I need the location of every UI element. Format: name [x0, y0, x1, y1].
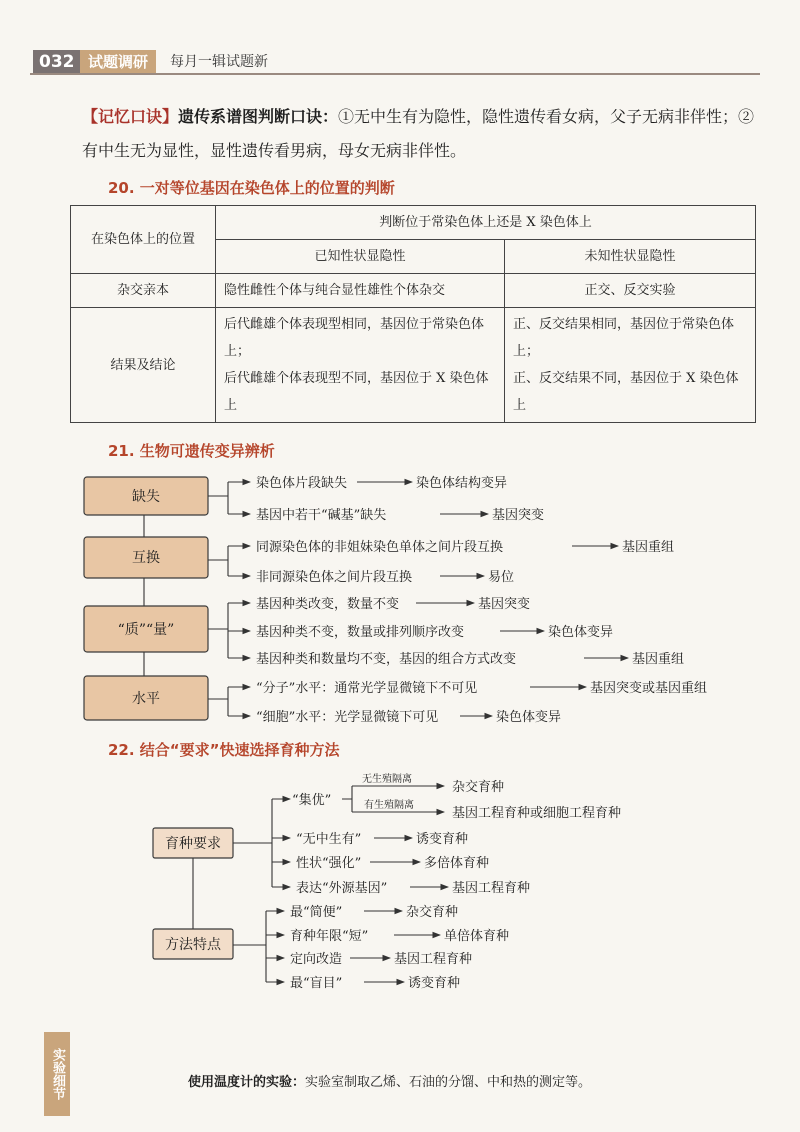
box-exchange-label: 互换 — [132, 550, 160, 566]
bracket — [208, 687, 228, 716]
box-breeding-requirement-label: 育种要求 — [165, 836, 221, 852]
row-header-results: 结果及结论 — [71, 308, 216, 423]
mnemonic-tag: 【记忆口诀】 — [82, 107, 179, 126]
footer-text: 实验室制取乙烯、石油的分馏、中和热的测定等。 — [305, 1075, 592, 1090]
bracket — [342, 786, 352, 812]
qq-a-result: 基因突变 — [478, 597, 531, 612]
cell-judge: 判断位于常染色体上还是 X 染色体上 — [216, 206, 756, 240]
feat-2-result: 单倍体育种 — [444, 929, 510, 944]
feat-4-text: 最“盲目” — [290, 976, 343, 991]
req-4-result: 基因工程育种 — [452, 881, 531, 896]
exchange-b-text: 非同源染色体之间片段互换 — [256, 570, 413, 585]
req-4-text: 表达“外源基因” — [296, 881, 388, 896]
footer-note — [188, 1071, 591, 1090]
feat-1-result: 杂交育种 — [406, 905, 459, 920]
level-a-result: 基因突变或基因重组 — [590, 681, 708, 696]
footer-label: 使用温度计的实验： — [188, 1075, 306, 1090]
feat-3-result: 基因工程育种 — [394, 952, 473, 967]
section-20-title: 20. 一对等位基因在染色体上的位置的判断 — [108, 179, 395, 197]
level-a-text: “分子”水平：通常光学显微镜下不可见 — [256, 681, 478, 696]
has-isolation-label: 有生殖隔离 — [364, 800, 414, 811]
qq-b-result: 染色体变异 — [548, 625, 614, 640]
exchange-a-result: 基因重组 — [622, 540, 675, 555]
section-21-title: 21. 生物可遗传变异辨析 — [108, 442, 275, 460]
result-unknown-1: 正、反交结果相同，基因位于常染色体上； — [513, 317, 735, 359]
level-b-result: 染色体变异 — [496, 710, 562, 725]
no-isolation-label: 无生殖隔离 — [362, 774, 412, 785]
section-tag: 试题调研 — [80, 50, 156, 74]
feat-2-text: 育种年限“短” — [290, 929, 369, 944]
result-unknown-2: 正、反交结果不同，基因位于 X 染色体上 — [513, 371, 739, 413]
result-known-1: 后代雌雄个体表现型相同，基因位于常染色体上； — [224, 317, 485, 359]
cell-unknown: 未知性状显隐性 — [505, 240, 756, 274]
bracket — [233, 911, 266, 982]
breeding-diagram — [153, 772, 621, 991]
section-22-title: 22. 结合“要求”快速选择育种方法 — [108, 741, 340, 759]
bracket — [208, 546, 228, 576]
feat-1-text: 最“简便” — [290, 905, 343, 920]
jiyou-text: “集优” — [292, 793, 332, 808]
cell-parents-unknown: 正交、反交实验 — [505, 274, 756, 308]
qq-c-result: 基因重组 — [632, 652, 685, 667]
row-header-position: 在染色体上的位置 — [71, 206, 216, 274]
cell-parents-known: 隐性雌性个体与纯合显性雄性个体杂交 — [216, 274, 505, 308]
exchange-b-result: 易位 — [488, 570, 515, 585]
req-2-result: 诱变育种 — [416, 832, 469, 847]
page-number: 032 — [33, 50, 81, 74]
qq-b-text: 基因种类不变，数量或排列顺序改变 — [256, 625, 465, 640]
deletion-b-result: 基因突变 — [492, 508, 545, 523]
deletion-b-text: 基因中若干“碱基”缺失 — [256, 508, 387, 523]
level-b-text: “细胞”水平：光学显微镜下可见 — [256, 710, 439, 725]
box-deletion-label: 缺失 — [132, 489, 160, 505]
feat-4-result: 诱变育种 — [408, 976, 461, 991]
box-level-label: 水平 — [132, 691, 160, 707]
row-header-parents: 杂交亲本 — [71, 274, 216, 308]
variation-diagram — [84, 475, 707, 725]
bracket — [208, 603, 228, 658]
qq-a-text: 基因种类改变，数量不变 — [256, 597, 400, 612]
bracket — [208, 482, 228, 514]
header-subtitle: 每月一辑试题新 — [170, 54, 268, 70]
side-tab: 实验细节 — [44, 1032, 70, 1116]
deletion-a-result: 染色体结构变异 — [416, 476, 508, 491]
deletion-a-text: 染色体片段缺失 — [256, 476, 348, 491]
jiyou-result-1: 杂交育种 — [452, 780, 505, 795]
bracket — [233, 799, 272, 887]
qq-c-text: 基因种类和数量均不变，基因的组合方式改变 — [256, 652, 517, 667]
exchange-a-text: 同源染色体的非姐妹染色单体之间片段互换 — [256, 540, 504, 555]
jiyou-result-2: 基因工程育种或细胞工程育种 — [452, 806, 622, 821]
feat-3-text: 定向改造 — [290, 952, 343, 967]
cell-known: 已知性状显隐性 — [216, 240, 505, 274]
req-3-text: 性状“强化” — [296, 856, 362, 871]
req-3-result: 多倍体育种 — [424, 856, 490, 871]
box-method-feature-label: 方法特点 — [165, 937, 221, 953]
mnemonic-text: ①无中生有为隐性，隐性遗传看女病，父子无病非伴性；②有中生无为显性，显性遗传看男病，母女无病非伴性。 — [82, 107, 755, 160]
req-2-text: “无中生有” — [296, 832, 362, 847]
result-known-2: 后代雌雄个体表现型不同，基因位于 X 染色体上 — [224, 371, 489, 413]
box-quality-quantity-label: “质”“量” — [117, 622, 175, 638]
mnemonic-title: 遗传系谱图判断口诀： — [178, 107, 339, 126]
